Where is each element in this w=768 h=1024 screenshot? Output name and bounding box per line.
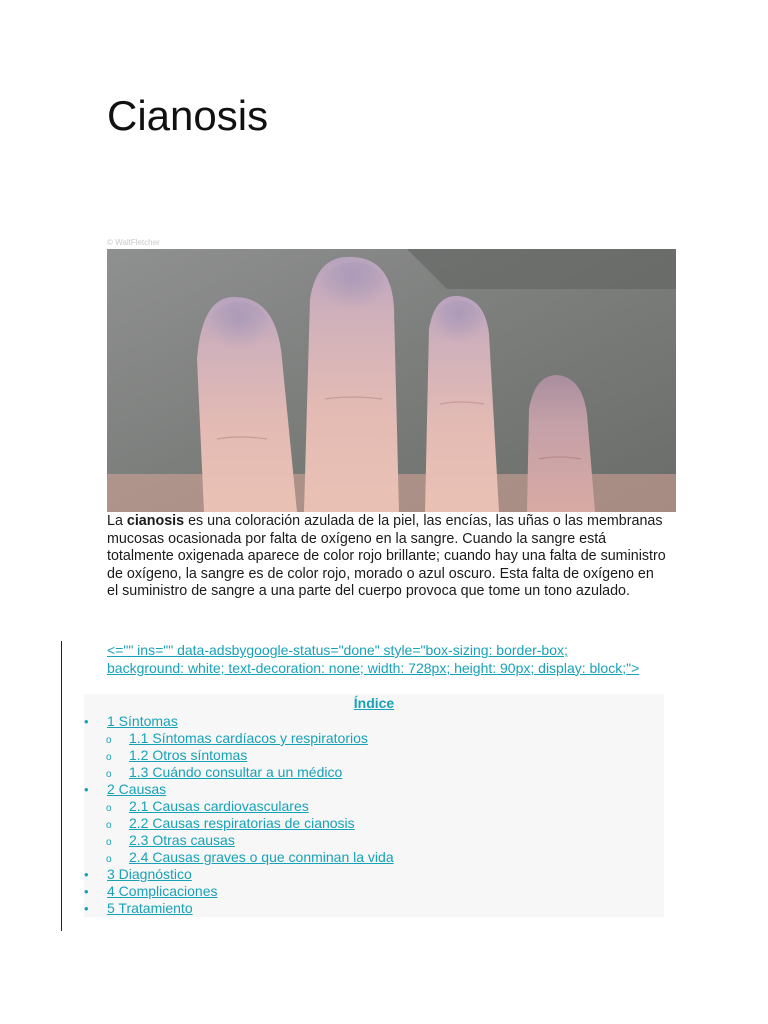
- toc-item[interactable]: [84, 713, 664, 730]
- table-of-contents: [84, 694, 664, 917]
- toc-subitem[interactable]: [106, 764, 664, 781]
- toc-title[interactable]: Índice: [353, 695, 395, 711]
- toc-item[interactable]: [84, 900, 664, 917]
- vertical-rule: [61, 641, 62, 931]
- cyanotic-fingers-photo: [107, 249, 676, 512]
- toc-subitem[interactable]: [106, 849, 664, 866]
- toc-item-label[interactable]: 2.1 Causas cardiovasculares: [129, 798, 309, 814]
- intro-body: es una coloración azulada de la piel, las encías, las uñas o las membranas mucosas ocasionada por falta de oxígeno en la sangre. Cuando la sangre está totalmente oxigenada aparece de color rojo brillante; cuando hay una falta de suministro de oxígeno, la sangre es de color rojo, morado o azul oscuro. Esta falta de oxígeno en el suministro de sangre a una parte del cuerpo provoca que tome un tono azulado.: [107, 513, 666, 600]
- ad-code-link[interactable]: <="" ins="" data-adsbygoogle-status="done" style="box-sizing: border-box; background: white; text-decoration: none; width: 728px; height: 90px; display: block;">: [107, 642, 640, 676]
- image-credit: © WaltFletcher: [107, 238, 160, 247]
- toc-bullet: •: [84, 714, 89, 729]
- toc-subitem[interactable]: [106, 832, 664, 849]
- toc-bullet: •: [84, 782, 89, 797]
- toc-bullet: o: [106, 735, 112, 746]
- toc-item-label[interactable]: 1 Síntomas: [107, 713, 178, 729]
- toc-item[interactable]: [84, 781, 664, 798]
- toc-item-label[interactable]: 2.2 Causas respiratorias de cianosis: [129, 815, 355, 831]
- toc-bullet: o: [106, 752, 112, 763]
- toc-item-label[interactable]: 1.2 Otros síntomas: [129, 747, 248, 763]
- toc-item[interactable]: [84, 866, 664, 883]
- intro-term: cianosis: [126, 513, 185, 529]
- intro-paragraph: [107, 513, 667, 601]
- toc-subitem[interactable]: [106, 798, 664, 815]
- toc-item-label[interactable]: 2.4 Causas graves o que conminan la vida: [129, 849, 394, 865]
- toc-bullet: o: [106, 820, 112, 831]
- toc-bullet: o: [106, 769, 112, 780]
- toc-subitem[interactable]: [106, 730, 664, 747]
- page-title: Cianosis: [107, 92, 269, 139]
- intro-prefix: La: [107, 513, 127, 529]
- toc-item-label[interactable]: 1.1 Síntomas cardíacos y respiratorios: [129, 730, 368, 746]
- toc-bullet: •: [84, 867, 89, 882]
- toc-item-label[interactable]: 4 Complicaciones: [107, 883, 218, 899]
- toc-bullet: o: [106, 803, 112, 814]
- toc-item-label[interactable]: 3 Diagnóstico: [107, 866, 192, 882]
- toc-subitem[interactable]: [106, 815, 664, 832]
- toc-bullet: o: [106, 837, 112, 848]
- toc-item-label[interactable]: 2.3 Otras causas: [129, 832, 235, 848]
- toc-item-label[interactable]: 1.3 Cuándo consultar a un médico: [129, 764, 343, 780]
- toc-item-label[interactable]: 2 Causas: [107, 781, 167, 797]
- toc-bullet: •: [84, 901, 89, 916]
- toc-bullet: o: [106, 854, 112, 865]
- toc-item[interactable]: [84, 883, 664, 900]
- toc-item-label[interactable]: 5 Tratamiento: [107, 900, 193, 916]
- toc-subitem[interactable]: [106, 747, 664, 764]
- toc-bullet: •: [84, 884, 89, 899]
